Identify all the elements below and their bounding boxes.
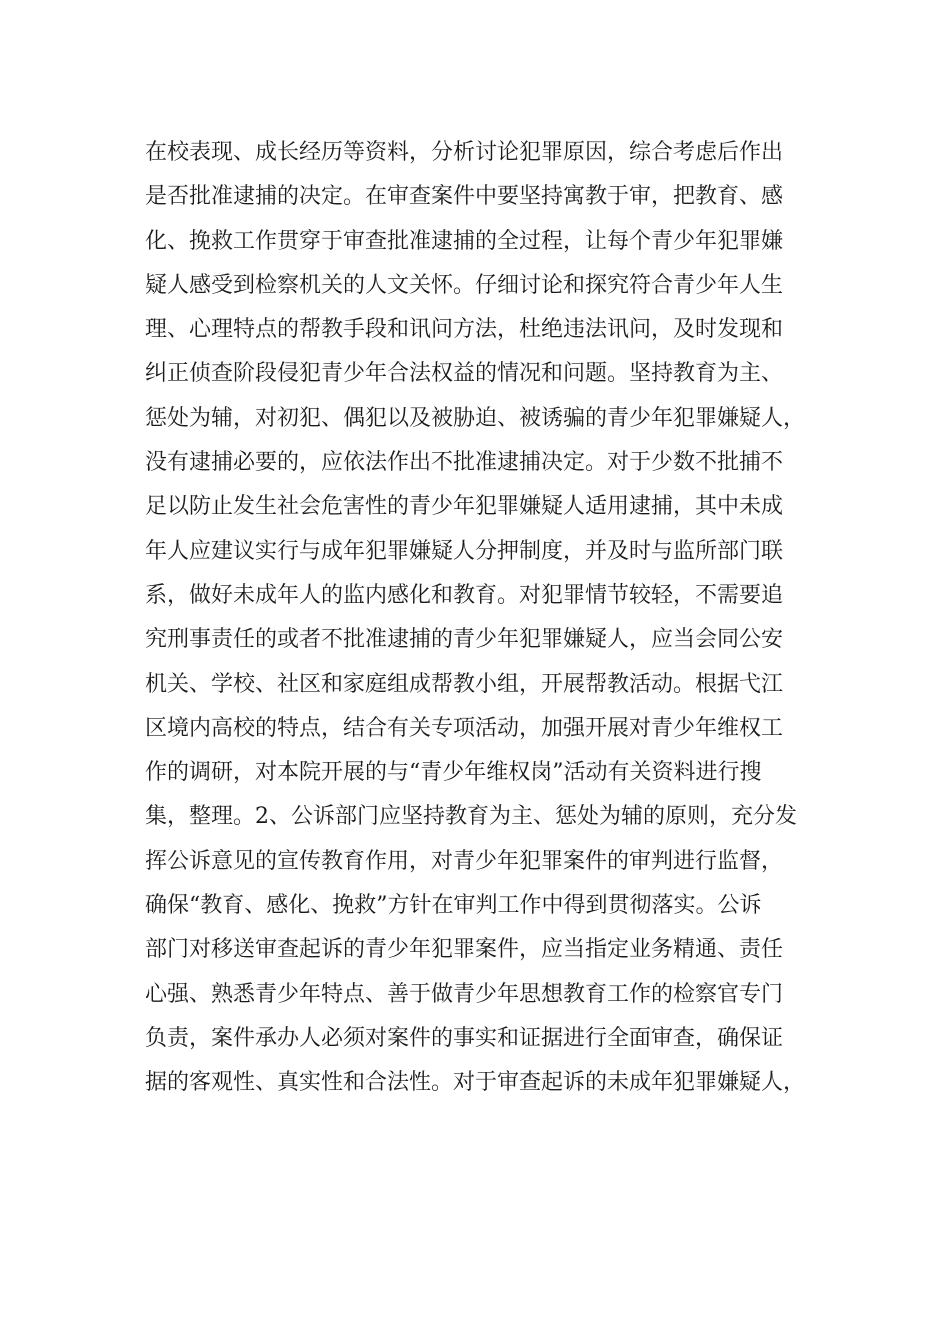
text-line: 集，整理。2、公诉部门应坚持教育为主、惩处为辅的原则，充分发 [145,804,797,830]
text-line: 惩处为辅，对初犯、偶犯以及被胁迫、被诱骗的青少年犯罪嫌疑人， [145,405,806,431]
text-line: 作的调研，对本院开展的与“青少年维权岗”活动有关资料进行搜 [145,760,762,786]
text-line: 在校表现、成长经历等资料，分析讨论犯罪原因，综合考虑后作出 [145,140,784,165]
text-line: 负责，案件承办人必须对案件的事实和证据进行全面审查，确保证 [145,1025,784,1051]
text-line: 究刑事责任的或者不批准逮捕的青少年犯罪嫌疑人，应当会同公安 [145,627,784,653]
text-line: 据的客观性、真实性和合法性。对于审查起诉的未成年犯罪嫌疑人， [145,1070,806,1096]
text-line: 是否批准逮捕的决定。在审查案件中要坚持寓教于审，把教育、感 [145,184,784,210]
text-line: 年人应建议实行与成年犯罪嫌疑人分押制度，并及时与监所部门联 [145,538,784,564]
text-line: 心强、熟悉青少年特点、善于做青少年思想教育工作的检察官专门 [145,981,784,1007]
text-line: 部门对移送审查起诉的青少年犯罪案件，应当指定业务精通、责任 [145,937,784,963]
text-line: 纠正侦查阶段侵犯青少年合法权益的情况和问题。坚持教育为主、 [145,361,784,387]
text-line: 没有逮捕必要的，应依法作出不批准逮捕决定。对于少数不批捕不 [145,450,784,476]
body-text [145,131,825,1106]
text-line: 机关、学校、社区和家庭组成帮教小组，开展帮教活动。根据弋江 [145,671,784,697]
text-line: 区境内高校的特点，结合有关专项活动，加强开展对青少年维权工 [145,715,784,741]
text-line: 系，做好未成年人的监内感化和教育。对犯罪情节较轻，不需要追 [145,582,784,608]
text-line: 疑人感受到检察机关的人文关怀。仔细讨论和探究符合青少年人生 [145,272,784,298]
text-line: 化、挽救工作贯穿于审查批准逮捕的全过程，让每个青少年犯罪嫌 [145,228,784,254]
text-line: 挥公诉意见的宣传教育作用，对青少年犯罪案件的审判进行监督， [145,848,784,874]
text-line: 确保“教育、感化、挽救”方针在审判工作中得到贯彻落实。公诉 [145,893,762,919]
text-line: 足以防止发生社会危害性的青少年犯罪嫌疑人适用逮捕，其中未成 [145,494,784,520]
text-line: 理、心理特点的帮教手段和讯问方法，杜绝违法讯问，及时发现和 [145,317,784,343]
